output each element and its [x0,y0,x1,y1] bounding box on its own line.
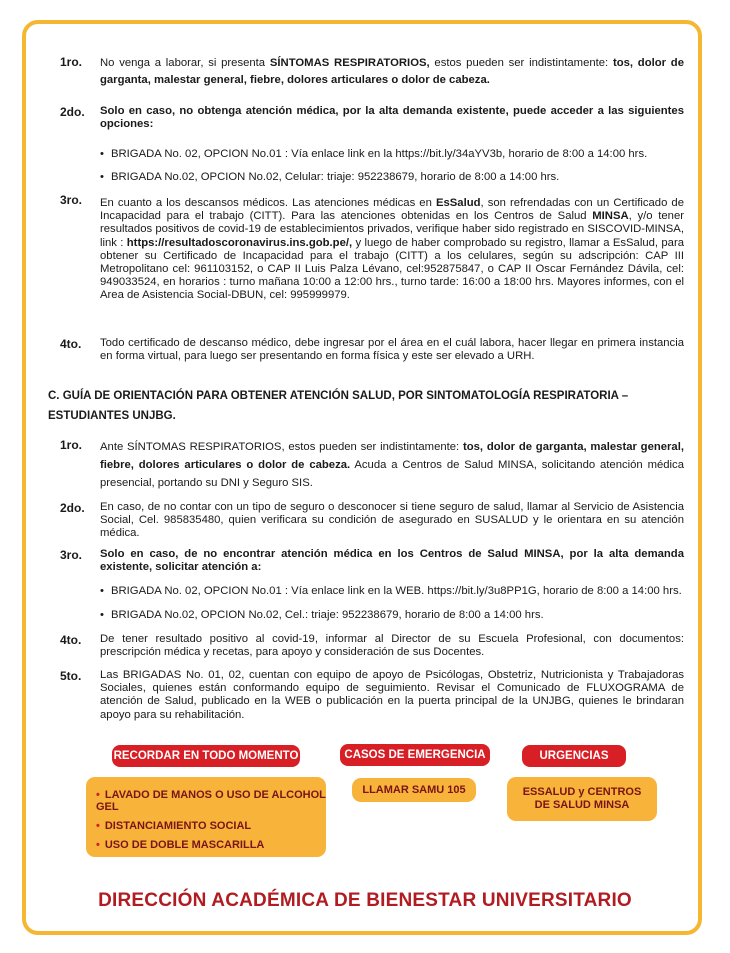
recordar-item: • LAVADO DE MANOS O USO DE ALCOHOL GEL [96,789,326,813]
urgencias-box [507,777,657,821]
student-brigada-option-2: • BRIGADA No.02, OPCION No.02, Cel.: triaje: 952238679, horario de 8:00 a 14:00 hrs. [100,609,544,621]
section-c-heading: C. GUÍA DE ORIENTACIÓN PARA OBTENER ATENCIÓN SALUD, POR SINTOMATOLOGÍA RESPIRATORIA – ESTUDIANTES UNJBG. [48,390,629,422]
item-text: Las BRIGADAS No. 01, 02, cuentan con equipo de apoyo de Psicólogas, Obstetriz, Nutricionista y Trabajadoras Sociales, quienes están conformando equipo de seguimiento. Revisar el Comunicado de FLUXOGRAMA de atención de Salud, publicado en la WEB o publicación en la puerta principal de la UNJBG, quienes le brindaran apoyo para su rehabilitación. [100,669,684,721]
item-number: 5to. [60,669,82,683]
recordar-list [96,789,326,851]
recordar-item: • USO DE DOBLE MASCARILLA [96,839,265,851]
item-text: No venga a laborar, si presenta SÍNTOMAS RESPIRATORIOS, estos pueden ser indistintamente: tos, dolor de garganta, malestar general, fiebre, dolores articulares o dolor de cabeza. [100,57,684,86]
brigada-option-1: • BRIGADA No. 02, OPCION No.01 : Vía enlace link en la https://bit.ly/34aYV3b, horario de 8:00 a 14:00 hrs. [100,148,647,160]
item-number: 3ro. [60,548,83,562]
item-text: En cuanto a los descansos médicos. Las atenciones médicas en EsSalud, son refrendadas con un Certificado de Incapacidad para el trabajo (CITT). Para las atenciones obtenidas en los Centros de Salud MINSA, y/o tener resultados positivos de covid-19 de establecimientos privados, verifique haber sido registrado en SISCOVID-MINSA, link : https://resultadoscoronavirus.ins.gob.pe/, y luego de haber comprobado su registro, llamar a EsSalud, para obtener su Certificado de Incapacidad para el trabajo (CITT) a los celulares, según su adscripción: CAP III Metropolitano cel: 961103152, o CAP II Luis Palza Lévano, cel:952875847, o CAP II Oscar Fernández Dávila, cel: 949033524, en horarios : turno mañana 10:00 a 12:00 hrs., turno tarde: 16:00 a 18:00 hrs. Mayores informes, con el Area de Asistencia Social-DBUN, cel: 995999979. [100,197,684,302]
item-number: 2do. [60,501,85,515]
item-number: 1ro. [60,55,83,69]
essalud-text: ESSALUD y CENTROS DE SALUD MINSA [522,786,642,811]
item-number: 4to. [60,337,82,351]
item-number: 1ro. [60,438,83,452]
item-text: De tener resultado positivo al covid-19, informar al Director de su Escuela Profesional, con documentos: prescripción médica y recetas, para apoyo y consideración de sus Docentes. [100,633,684,659]
item-text: En caso, de no contar con un tipo de seguro o desconocer si tiene seguro de salud, llamar al Servicio de Asistencia Social, Cel. 985835480, quien verificara su condición de asegurado en SUSALUD y le orientara en su atención médica. [100,501,684,540]
recordar-title-badge: RECORDAR EN TODO MOMENTO [112,745,300,767]
item-number: 4to. [60,633,82,647]
urgencias-title-badge: URGENCIAS [522,745,626,767]
recordar-box [86,777,326,857]
casos-title-badge: CASOS DE EMERGENCIA [340,744,490,766]
student-brigada-option-1: • BRIGADA No. 02, OPCION No.01 : Vía enlace link en la WEB. https://bit.ly/3u8PP1G, horario de 8:00 a 14:00 hrs. [100,585,682,597]
item-text: Solo en caso, no obtenga atención médica, por la alta demanda existente, puede acceder a las siguientes opciones: [100,105,684,131]
item-number: 3ro. [60,193,83,207]
item-number: 2do. [60,105,85,119]
item-text: Ante SÍNTOMAS RESPIRATORIOS, estos pueden ser indistintamente: tos, dolor de garganta, malestar general, fiebre, dolores articulares o dolor de cabeza. Acuda a Centros de Salud MINSA, solicitando atención médica presencial, portando su DNI y Seguro SIS. [100,441,684,489]
item-text: Todo certificado de descanso médico, debe ingresar por el área en el cuál labora, hacer llegar en primera instancia en forma virtual, para luego ser presentando en forma física y este ser elevado a URH. [100,337,684,363]
samu-text: LLAMAR SAMU 105 [362,784,466,796]
recordar-item: • DISTANCIAMIENTO SOCIAL [96,820,252,832]
item-text: Solo en caso, de no encontrar atención médica en los Centros de Salud MINSA, por la alta demanda existente, solicitar atención a: [100,548,684,574]
casos-box [352,778,476,802]
brigada-option-2: • BRIGADA No.02, OPCION No.02, Celular: triaje: 952238679, horario de 8:00 a 14:00 hrs. [100,171,559,183]
footer-title: DIRECCIÓN ACADÉMICA DE BIENESTAR UNIVERSITARIO [98,890,632,911]
